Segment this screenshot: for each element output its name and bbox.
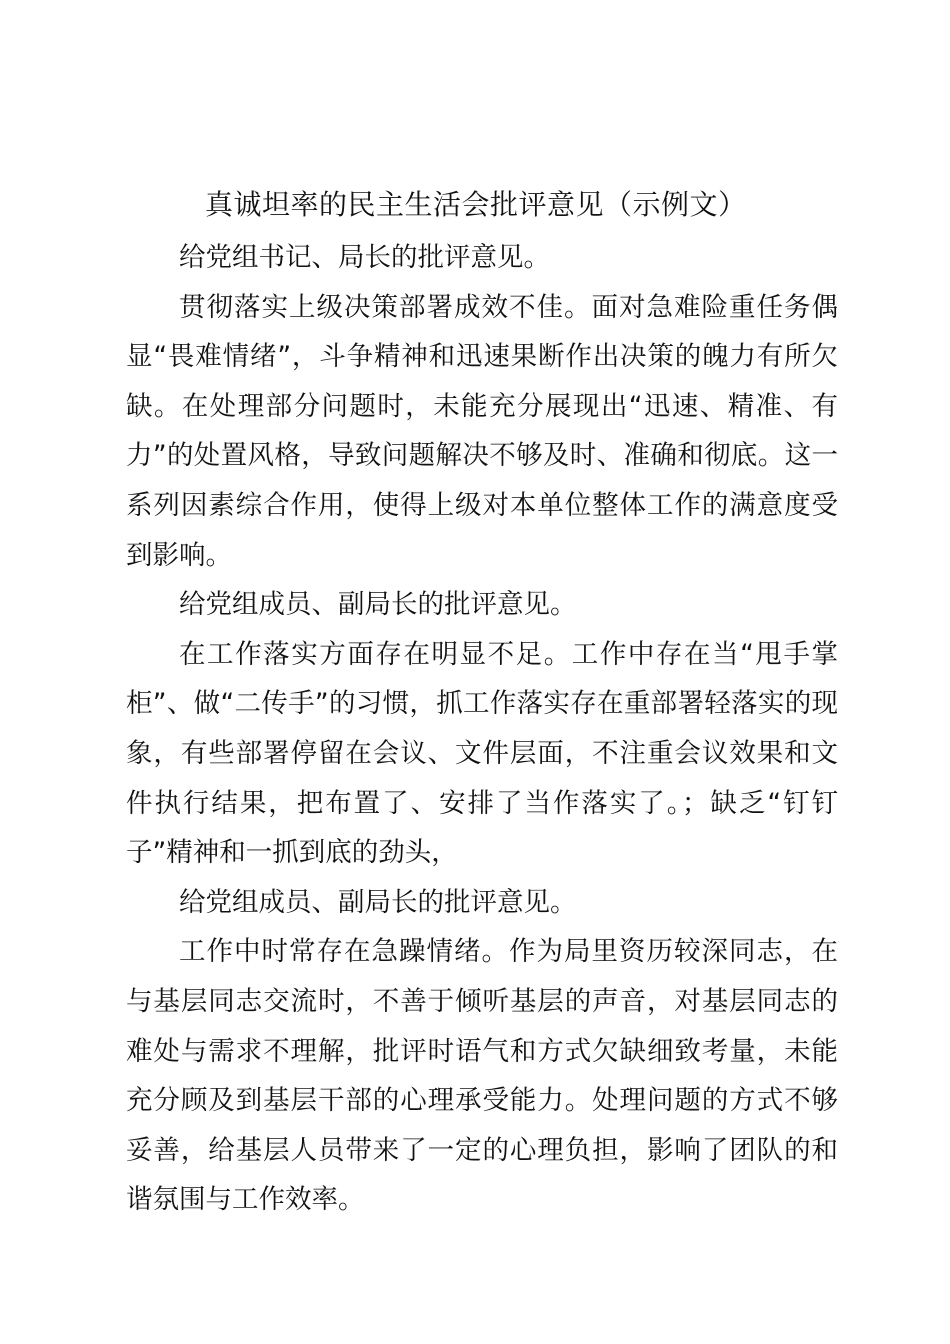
- section-heading-3: 给党组成员、副局长的批评意见。: [179, 886, 577, 918]
- section-paragraph-1: 贯彻落实上级决策部署成效不佳。面对急难险重任务偶显“畏难情绪”，斗争精神和迅速果断作出决策的魄力有所欠缺。在处理部分问题时，未能充分展现出“迅速、精准、有力”的处置风格，导致问题解决不够及时、准确和彻底。这一系列因素综合作用，使得上级对本单位整体工作的满意度受到影响。: [126, 291, 838, 571]
- section-paragraph-3: 工作中时常存在急躁情绪。作为局里资历较深同志，在与基层同志交流时，不善于倾听基层的声音，对基层同志的难处与需求不理解，批评时语气和方式欠缺细致考量，未能充分顾及到基层干部的心理承受能力。处理问题的方式不够妥善，给基层人员带来了一定的心理负担，影响了团队的和谐氛围与工作效率。: [126, 936, 838, 1216]
- section-paragraph-2: 在工作落实方面存在明显不足。工作中存在当“甩手掌柜”、做“二传手”的习惯，抓工作落实存在重部署轻落实的现象，有些部署停留在会议、文件层面，不注重会议效果和文件执行结果，把布置了、安排了当作落实了。；缺乏“钉钉子”精神和一抓到底的劲头，: [126, 638, 838, 869]
- section-heading-1: 给党组书记、局长的批评意见。: [179, 242, 550, 273]
- document-body: [126, 233, 838, 1225]
- document-title: 真诚坦率的民主生活会批评意见（示例文）: [205, 188, 747, 221]
- section-heading-2: 给党组成员、副局长的批评意见。: [179, 589, 577, 621]
